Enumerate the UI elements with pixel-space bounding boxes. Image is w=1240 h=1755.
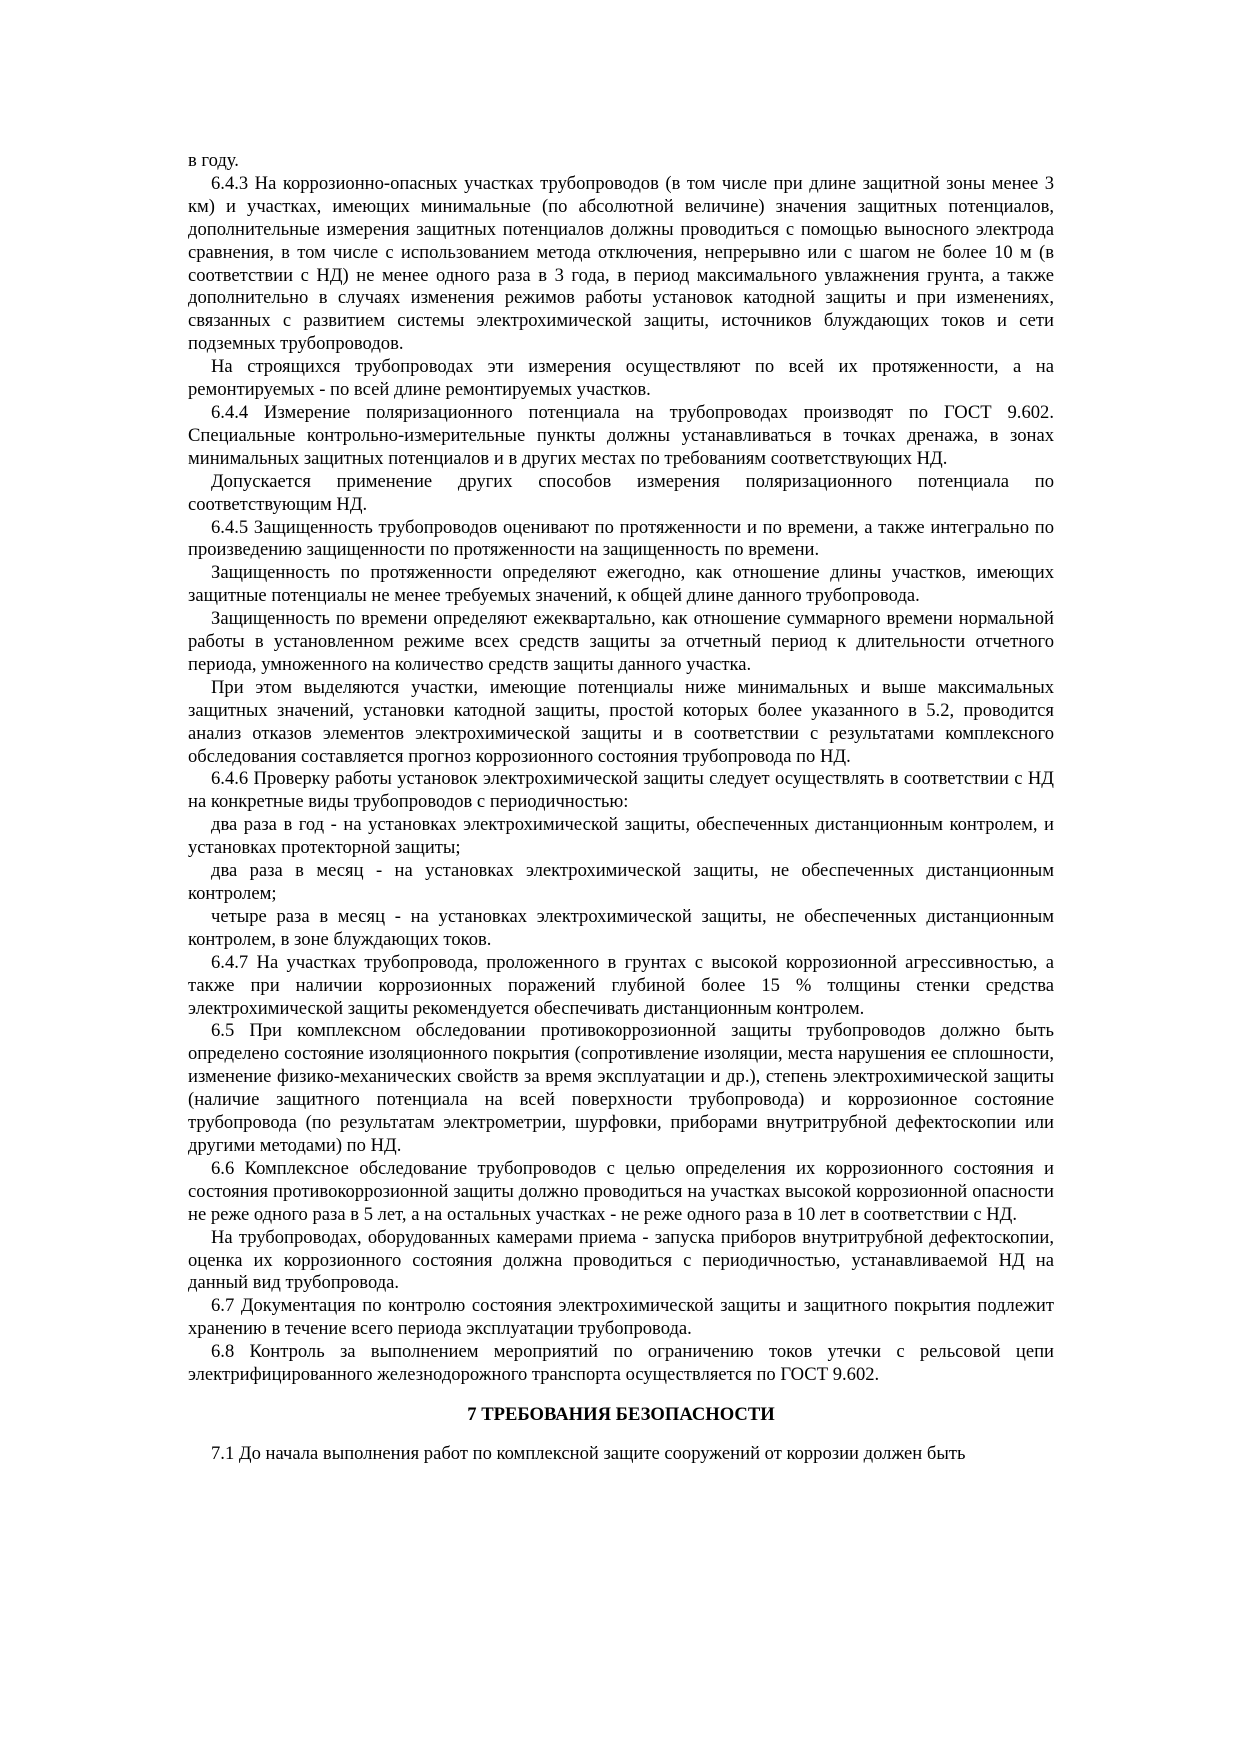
- paragraph-6-6-pigging: На трубопроводах, оборудованных камерами приема - запуска приборов внутритрубной дефектоскопии, оценка их коррозионного состояния должна проводиться с периодичностью, устанавливаемой НД на данный вид трубопровода.: [188, 1226, 1054, 1294]
- paragraph-6-5: 6.5 При комплексном обследовании противокоррозионной защиты трубопроводов должно быть определено состояние изоляционного покрытия (сопротивление изоляции, места нарушения ее сплошности, изменение физико-механических свойств за время эксплуатации и др.), степень электрохимической защиты (наличие защитного потенциала на всей поверхности трубопровода) и коррозионное состояние трубопровода (по результатам электрометрии, шурфовки, приборами внутритрубной дефектоскопии или другими методами) по НД.: [188, 1020, 1054, 1156]
- paragraph-6-4-7: 6.4.7 На участках трубопровода, проложенного в грунтах с высокой коррозионной агрессивностью, а также при наличии коррозионных поражений глубиной более 15 % толщины стенки средства электрохимической защиты рекомендуется обеспечивать дистанционным контролем.: [188, 951, 1054, 1019]
- paragraph-6-4-3-construction: На строящихся трубопроводах эти измерения осуществляют по всей их протяженности, а на ремонтируемых - по всей длине ремонтируемых участков.: [188, 356, 1054, 401]
- paragraph-6-4-6-item-1: два раза в год - на установках электрохимической защиты, обеспеченных дистанционным контролем, и установках протекторной защиты;: [188, 814, 1054, 859]
- paragraph-6-4-5-time: Защищенность по времени определяют ежеквартально, как отношение суммарного времени нормальной работы в установленном режиме всех средств защиты за отчетный период к длительности отчетного периода, умноженного на количество средств защиты данного участка.: [188, 608, 1054, 675]
- paragraph-7-1: 7.1 До начала выполнения работ по комплексной защите сооружений от коррозии должен быть: [211, 1442, 966, 1464]
- paragraph-6-8: 6.8 Контроль за выполнением мероприятий по ограничению токов утечки с рельсовой цепи электрифицированного железнодорожного транспорта осуществляется по ГОСТ 9.602.: [188, 1341, 1054, 1386]
- section-heading: 7 ТРЕБОВАНИЯ БЕЗОПАСНОСТИ: [467, 1403, 775, 1425]
- paragraph-continuation: в году.: [188, 150, 239, 171]
- paragraph-6-6: 6.6 Комплексное обследование трубопроводов с целью определения их коррозионного состояния и состояния противокоррозионной защиты должно проводиться на участках высокой коррозионной опасности не реже одного раза в 5 лет, а на остальных участках - не реже одного раза в 10 лет в соответствии с НД.: [188, 1157, 1054, 1225]
- paragraph-6-4-6-item-3: четыре раза в месяц - на установках электрохимической защиты, не обеспеченных дистанционным контролем, в зоне блуждающих токов.: [188, 905, 1054, 950]
- paragraph-6-4-3: 6.4.3 На коррозионно-опасных участках трубопроводов (в том числе при длине защитной зоны менее 3 км) и участках, имеющих минимальные (по абсолютной величине) значения защитных потенциалов, дополнительные измерения защитных потенциалов должны проводиться с помощью выносного электрода сравнения, в том числе с использованием метода отключения, непрерывно или с шагом не более 10 м (в соответствии с НД) не менее одного раза в 3 года, в период максимального увлажнения грунта, а также дополнительно в случаях изменения режимов работы установок катодной защиты и при изменениях, связанных с развитием системы электрохимической защиты, источников блуждающих токов и сети подземных трубопроводов.: [188, 172, 1054, 355]
- paragraph-6-7: 6.7 Документация по контролю состояния электрохимической защиты и защитного покрытия подлежит хранению в течение всего периода эксплуатации трубопровода.: [188, 1295, 1054, 1340]
- paragraph-6-4-6: 6.4.6 Проверку работы установок электрохимической защиты следует осуществлять в соответствии с НД на конкретные виды трубопроводов с периодичностью:: [188, 768, 1054, 813]
- document-page: [188, 150, 1054, 1466]
- paragraph-6-4-6-item-2: два раза в месяц - на установках электрохимической защиты, не обеспеченных дистанционным контролем;: [188, 860, 1054, 904]
- paragraph-6-4-5: 6.4.5 Защищенность трубопроводов оценивают по протяженности и по времени, а также интегрально по произведению защищенности по протяженности на защищенность по времени.: [188, 516, 1054, 561]
- paragraph-6-4-4-alternative: Допускается применение других способов измерения поляризационного потенциала по соответствующим НД.: [188, 470, 1054, 515]
- paragraph-6-4-5-length: Защищенность по протяженности определяют ежегодно, как отношение длины участков, имеющих защитные потенциалы не менее требуемых значений, к общей длине данного трубопровода.: [188, 562, 1054, 607]
- paragraph-6-4-4: 6.4.4 Измерение поляризационного потенциала на трубопроводах производят по ГОСТ 9.602. Специальные контрольно-измерительные пункты должны устанавливаться в точках дренажа, в зонах минимальных защитных потенциалов и в других местах по требованиям соответствующих НД.: [188, 401, 1054, 469]
- paragraph-6-4-5-analysis: При этом выделяются участки, имеющие потенциалы ниже минимальных и выше максимальных защитных значений, установки катодной защиты, простой которых более указанного в 5.2, проводится анализ отказов элементов электрохимической защиты и в соответствии с результатами комплексного обследования составляется прогноз коррозионного состояния трубопровода по НД.: [188, 676, 1054, 767]
